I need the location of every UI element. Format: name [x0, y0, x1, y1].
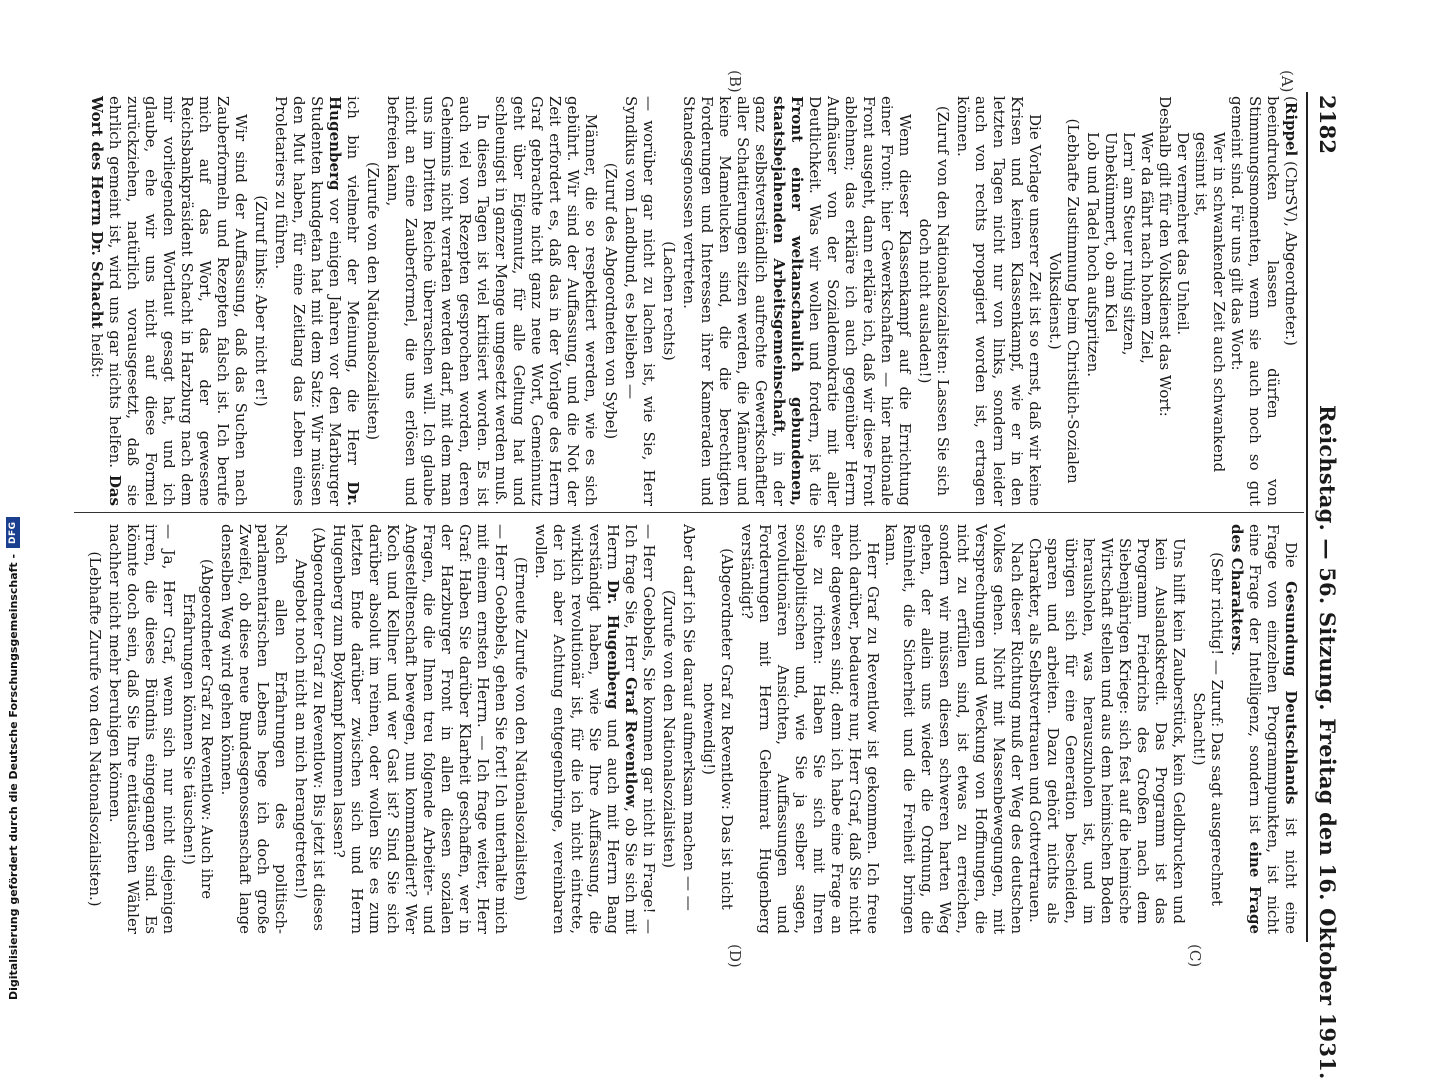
paragraph: Aber darf ich Sie darauf aufmerksam machen — — [680, 524, 698, 911]
paragraph: ich bin vielmehr der Meinung, die Herr Dr. Hugenberg vor einigen Jahren vor den Marburger Studenten kundgetan hat mit dem Satz: Wir müssen den Mut haben, für eine Zeitlang das Leben eines Proletariers zu führen. [272, 96, 362, 506]
paragraph: Die Gesundung Deutschlands ist nicht eine Frage von einzelnen Programmpunkten, ist nicht eine Frage der Intelligenz, sondern ist eine Frage des Charakters. [1228, 524, 1300, 935]
digitization-credit [6, 517, 20, 1000]
interjection: (Zuruf des Abgeordneten von Sybel) [602, 162, 620, 440]
margin-marker-b: (B) [726, 70, 744, 93]
interjection: (Lebhafte Zurufe von den Nationalsozialisten.) [86, 551, 104, 907]
paragraph: Nach allen Erfahrungen des politisch-parlamentarischen Lebens hege ich doch große Zweifel, ob diese neue Bundesgenossenschaft lange denselben Weg wird gehen können. [218, 524, 290, 934]
interjection: (Abgeordneter Graf zu Reventlow: Auch ihre Erfahrungen können Sie täuschen!) [180, 558, 216, 900]
paragraph: — worüber gar nicht zu lachen ist, wie Sie, Herr Syndikus vom Landbund, es belieben — [622, 96, 658, 506]
interjection: (Zurufe von den Nationalsozialisten) [660, 589, 678, 869]
paragraph: Deshalb gilt für den Volksdienst das Wort: [1156, 96, 1174, 417]
column-divider [74, 512, 1304, 513]
page-header [1310, 95, 1340, 1080]
paragraph: Wir sind der Auffassung, daß das Suchen nach Zauberformeln und Rezepten falsch ist. Ich berufe mich auf das Wort, das der gewesene Reichsbankpräsident Schacht in Harzburg nach dem mir vorliegenden Wortlaut gesagt hat, und ich glaube, ehe wir uns nicht auf diese Formel zurückziehen, natürlich vorausgesetzt, daß sie ehrlich gemeint ist, wird uns gar nichts helfen. Das Wort des Herrn Dr. Schacht heißt: [88, 96, 250, 506]
paragraph: beeindrucken lassen dürfen von Stimmungsmomenten, wenn sie auch noch so gut gemeint sind. Für uns gilt das Wort: [1228, 96, 1282, 506]
paragraph: Uns hilft kein Zauberstück, kein Geldbrucken und kein Auslandskredit. Das Programm ist das Programm Friedrichs des Großen nach dem Siebenjährigen Kriege: sich fest auf die heimische Wirtschaft stellen und aus dem heimischen Boden herausholen, was herauszuholen ist, und im übrigen sich für eine Generation bescheiden, sparen und arbeiten. Dazu gehört nichts als Charakter, als Selbstvertrauen und Gottvertrauen. [1026, 538, 1188, 924]
interjection: (Lachen rechts) [660, 241, 678, 361]
dfg-logo: DFG [6, 517, 20, 548]
verse-line: Lern' am Steuer ruhig sitzen, [1120, 132, 1138, 356]
interjection: (Zurufe von den Nationalsozialisten) [364, 161, 382, 441]
header-rule [1306, 92, 1308, 942]
paragraph: Herr Graf zu Reventlow ist gekommen. Ich freue mich darüber, bedauere nur, Herr Graf, daß Sie nicht eher dagewesen sind; denn ich habe eine Frage an Sie zu richten: Haben Sie sich mit Ihren sozialpolitischen und, wie Sie ja selber sagen, revolutionären Ansichten, Auffassungen und Forderungen mit Herrn Geheimrat Hugenberg verständigt? [738, 524, 882, 934]
paragraph: Die Vorlage unserer Zeit ist so ernst, daß wir keine Krisen und keinen Klassenkampf, wie er in den letzten Tagen nicht nur von links, sondern leider auch von rechts propagiert worden ist, ertragen können. [954, 96, 1044, 506]
verse-line: Unbekümmert, ob am Kiel [1102, 132, 1120, 333]
left-column [88, 96, 1300, 506]
paragraph: Wenn dieser Klassenkampf auf die Errichtung einer Front: hier Gewerkschaften — hier nationale Front ausgeht, dann erkläre ich, daß wir diese Front ablehnen; das erkläre ich auch gegenüber Herrn Aufhäuser von der Sozialdemokratie mit aller Deutlichkeit. Was wir wollen und fordern, ist die Front einer weltanschaulich gebundenen, staatsbejahenden Arbeitsgemeinschaft, in der ganz selbstverständlich aufrechte Gewerkschaftler aller Schattierungen sitzen werden, die Männer und keine Mamelucken sind, die die berechtigten Forderungen und Interessen ihrer Kameraden und Standesgenossen vertreten. [680, 96, 914, 506]
interjection: (Zuruf links: Aber nicht er!) [252, 195, 270, 407]
interjection: (Abgeordneter Graf zu Reventlow: Das ist nicht notwendig!) [700, 548, 736, 910]
verse-line: Der vermehret das Unheil. [1174, 132, 1192, 336]
interjection: (Erneute Zurufe von den Nationalsozialisten) [512, 556, 530, 902]
right-column [84, 524, 1300, 934]
interjection: (Zuruf von den Nationalsozialisten: Lassen Sie sich doch nicht ausladen!) [916, 105, 952, 497]
paragraph: Nach dieser Richtung muß der Weg des deutschen Volkes gehen. Nicht mit Massenbewegungen, mit Versprechungen und Weckung von Hoffnungen, die nicht zu erfüllen sind, ist etwas zu erreichen, sondern wir müssen diesen schweren harten Weg gehen, der allein uns wieder die Ordnung, die Reinheit, die Sicherheit und die Freiheit bringen kann. [882, 524, 1026, 934]
interjection: (Sehr richtig! — Zuruf: Das sagt ausgerechnet Schacht!) [1190, 552, 1226, 906]
interjection: (Lebhafte Zustimmung beim Christlich-Sozialen Volksdienst.) [1046, 118, 1082, 484]
verse-line: Wer da fährt nach hohem Ziel, [1138, 132, 1156, 364]
page-number: 2182 [1315, 95, 1340, 155]
paragraph: — Herr Goebbels, Sie kommen gar nicht in Frage! — Ich frage Sie, Herr Graf Reventlow, ob Sie sich mit Herrn Dr. Hugenberg und auch mit Herrn Bang verständigt haben, wie Sie Ihre Auffassung, die wirklich revolutionär ist, für die ich nicht eintrete, der ich aber Achtung entgegenbringe, vereinbaren wollen. [532, 524, 658, 935]
paragraph: In diesen Tagen ist viel kritisiert worden. Es ist auch viel von Rezepten gesprochen worden, deren Geheimnis nicht verraten werden darf, mit dem man uns im Dritten Reiche überraschen will. Ich glaube nicht an eine Zauberformel, die uns erlösen und befreien kann, [384, 96, 492, 506]
verse-line: Wer in schwankender Zeit auch schwankend gesinnt ist, [1192, 132, 1228, 473]
page-title: Reichstag. — 56. Sitzung. Freitag den 16. Oktober 1931. [1315, 405, 1340, 1080]
paragraph: — Herr Goebbels, gehen Sie fort! Ich unterhalte mich mit einem ernsten Herrn. — Ich frage weiter, Herr Graf: Haben Sie darüber Klarheit geschaffen, wer in der Harzburger Front in allen diesen sozialen Fragen, die die Ihnen treu folgende Arbeiter- und Angestelltenschaft bewegen, nun kommandiert? Wer Koch und Kellner und wer Gast ist? Sind Sie sich darüber absolut im reinen, oder wollen Sie es zum letzten Ende darüber zwischen sich und Herrn Hugenberg zum Boykampf kommen lassen? [330, 524, 510, 934]
paragraph: — Ja, Herr Graf, wenn sich nur nicht diejenigen irren, die dieses Bündnis eingegangen sind. Es könnte doch sein, daß Sie Ihre enttäuschten Wähler nachher nicht mehr beruhigen können. [106, 524, 178, 934]
margin-marker-c: (C) [1186, 944, 1204, 968]
credit-text: Digitalisierung gefördert durch die Deutsche Forschungsgemeinschaft - [6, 553, 20, 1000]
margin-marker-a: (A) [1278, 70, 1296, 93]
verse-line: Lob und Tadel hoch aufspritzen. [1084, 132, 1102, 378]
paragraph: Männer, die so respektiert werden, wie es sich gebührt. Wir sind der Auffassung, und die Not der Zeit erfordert es, daß das in der Vorlage des Herrn Graf gebrachte nicht ganz neue Wort, Gemeinnutz geht über Eigennutz, für alle Geltung hat und schleunigst in ganzer Menge umgesetzt werden muß. [492, 96, 600, 506]
margin-marker-d: (D) [726, 944, 744, 968]
paragraph: (Rippel (ChrSV), Abgeordneter.) [1282, 96, 1300, 346]
interjection: (Abgeordneter Graf zu Reventlow: Bis jetzt ist dieses Angebot noch nicht an mich herangetreten!) [292, 527, 328, 931]
